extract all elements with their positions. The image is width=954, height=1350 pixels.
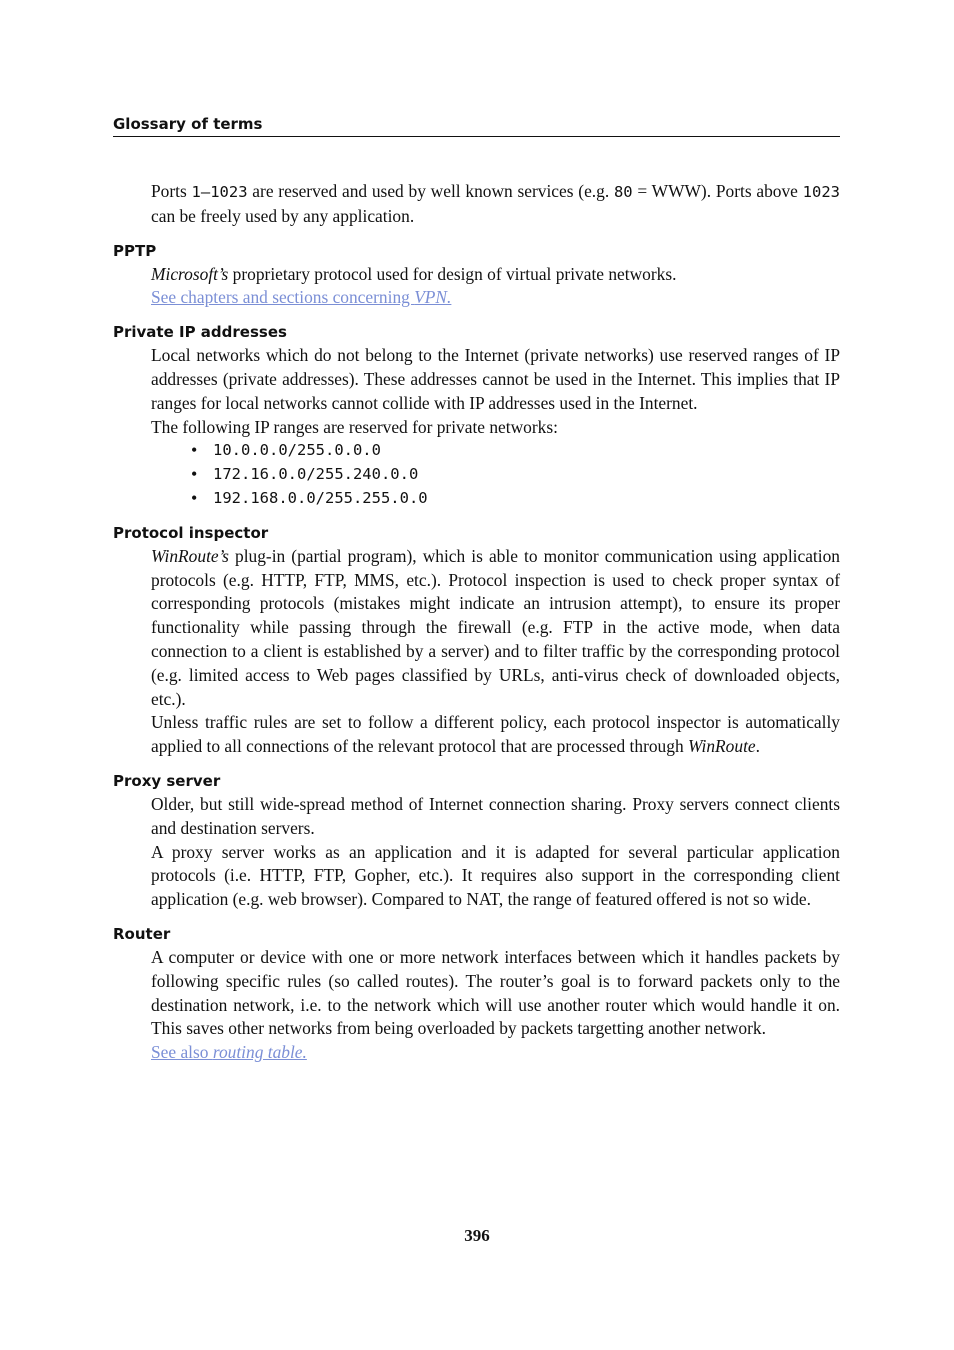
ports-paragraph (151, 180, 840, 229)
intro-text: = WWW). Ports above (632, 181, 803, 201)
port-80-code: 80 (613, 183, 633, 201)
pptp-italic-lead: Microsoft’s (151, 263, 229, 284)
routing-table-link-text: See also (151, 1042, 213, 1063)
vpn-link[interactable] (151, 287, 451, 307)
term-router: Router (113, 924, 171, 943)
router-link-paragraph (151, 1041, 840, 1065)
winroute-italic: WinRoute (688, 736, 756, 757)
router-para1: A computer or device with one or more network interfaces between which it handles packets by following specific rules (so called routes). The router’s goal is to forward packets only to the destination network, i.e. to the network which will use another router which would handle it on. This saves other networks from being overloaded by packets targetting another network. (151, 946, 840, 1039)
list-item: • 172.16.0.0/255.240.0.0 (151, 463, 840, 487)
protocol-inspector-para2 (151, 711, 840, 759)
private-ip-para1: Local networks which do not belong to the Internet (private networks) use reserved ranges of IP addresses (private addresses). These addresses cannot be used in the Internet. This implies that IP ranges for local networks cannot collide with IP addresses used in the Internet. (151, 345, 840, 413)
glossary-content (113, 180, 840, 1065)
term-protocol-inspector: Protocol inspector (113, 523, 269, 542)
port-1023-code: 1023 (802, 183, 840, 201)
private-ip-para2: The following IP ranges are reserved for private networks: (151, 416, 558, 437)
term-private-ip: Private IP addresses (113, 323, 287, 342)
term-proxy-server: Proxy server (113, 771, 221, 790)
header-title: Glossary of terms (113, 115, 263, 133)
vpn-link-text: See chapters and sections concerning (151, 287, 415, 308)
page-header (113, 114, 840, 137)
routing-table-link-italic: routing table. (212, 1042, 307, 1063)
list-item: • 192.168.0.0/255.255.0.0 (151, 487, 840, 511)
proxy-server-para1: Older, but still wide-spread method of Internet connection sharing. Proxy servers connect clients and destination servers. (151, 793, 840, 838)
intro-text: are reserved and used by well known services (e.g. (247, 181, 614, 201)
intro-text: Ports (151, 181, 192, 201)
port-range-code: 1–1023 (191, 183, 248, 201)
protocol-inspector-text: Unless traffic rules are set to follow a different policy, each protocol inspector is automatically applied to all connections of the relevant protocol that are processed through (151, 712, 840, 757)
sentence-end: . (755, 736, 760, 757)
page-number: 396 (464, 1226, 490, 1245)
pptp-definition (151, 263, 840, 287)
protocol-inspector-para1 (151, 545, 840, 712)
pptp-link-paragraph (151, 286, 840, 310)
routing-table-link[interactable] (151, 1042, 307, 1062)
list-item: • 10.0.0.0/255.0.0.0 (151, 439, 840, 463)
ip-range-list (113, 439, 840, 510)
winroute-italic: WinRoute’s (151, 545, 229, 566)
protocol-inspector-text: plug-in (partial program), which is able to monitor communication using application protocols (e.g. HTTP, FTP, MMS, etc.). Protocol inspection is used to check proper syntax of corresponding protocols (mistakes might indicate an intrusion attempt), to ensure its proper functionality while passing through the firewall (e.g. FTP in the active mode, when data connection to a client is established by a server) and to filter traffic by the corresponding protocol (e.g. limited access to Web pages classified by URLs, anti-virus check of downloaded objects, etc.). (151, 545, 840, 709)
proxy-server-para2: A proxy server works as an application and it is adapted for several particular application protocols (i.e. HTTP, FTP, Gopher, etc.). It requires also support in the corresponding client application (e.g. web browser). Compared to NAT, the range of featured offered is not so wide. (151, 841, 840, 910)
term-pptp: PPTP (113, 241, 157, 260)
vpn-link-italic: VPN. (414, 287, 452, 308)
pptp-text: proprietary protocol used for design of virtual private networks. (228, 263, 677, 284)
intro-text: can be freely used by any application. (151, 205, 415, 226)
